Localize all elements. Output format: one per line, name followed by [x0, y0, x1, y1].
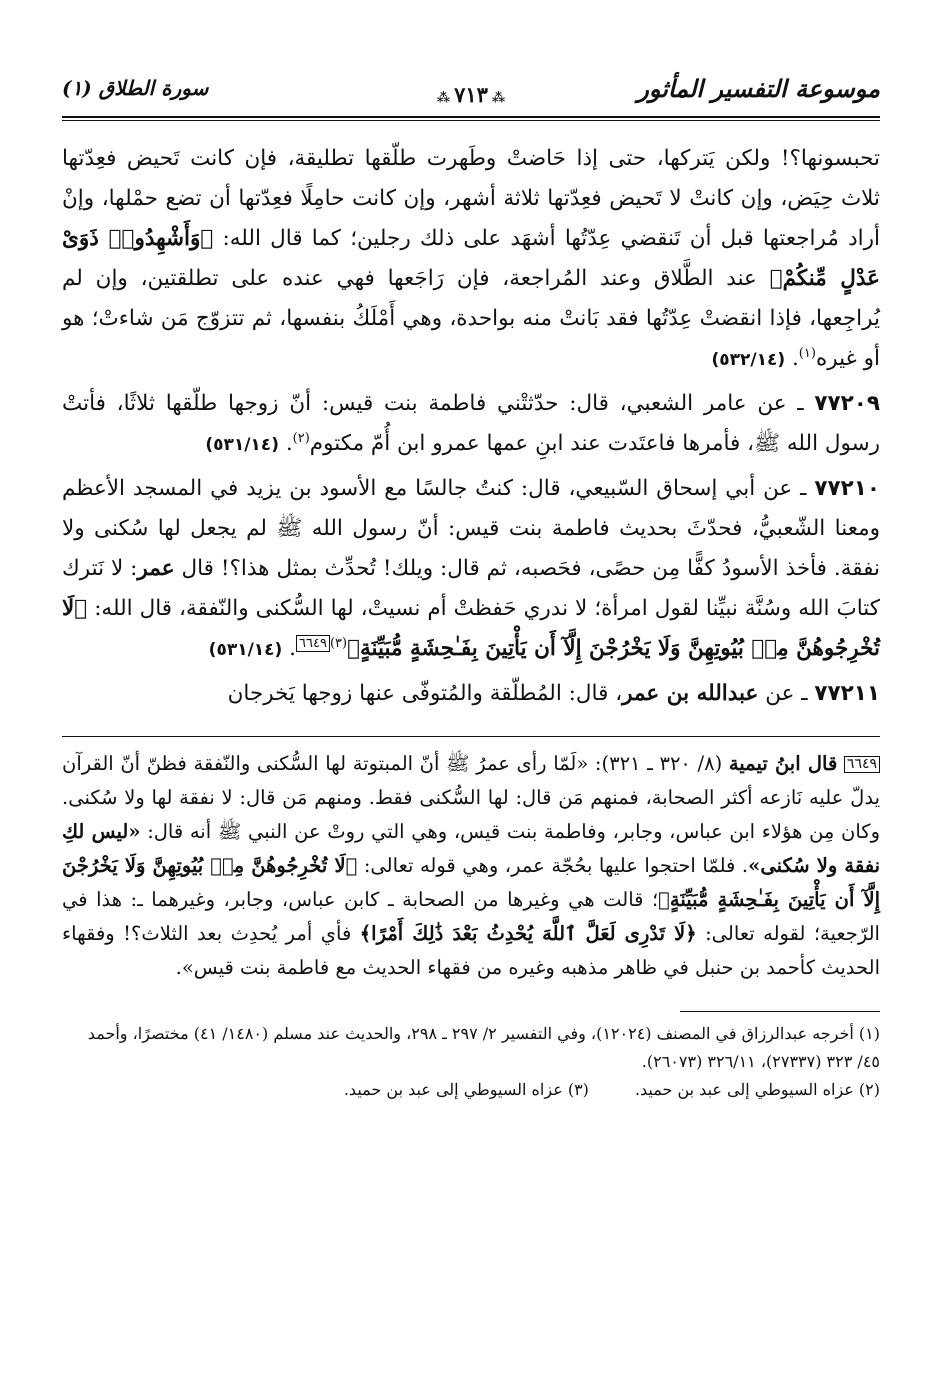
narration-text: عند الطَّلاق وعند المُراجعة، فإن رَاجَعها فهي عنده على تطلقتين، وإن لم يُراجِعها، فإذا انقضتْ عِدّتُها فقد بَانتْ منه بواحدة، وهي أَمْلَكُ بنفسها، ثم تتزوّج مَن شاءتْ؛ هو أو غيره [62, 266, 880, 371]
page [62, 70, 880, 1104]
footnote-row [62, 1076, 880, 1104]
page-number [433, 82, 509, 107]
commentary-author: قال ابنُ تيمية [728, 752, 838, 775]
quran-verse: ﴿وَأَشْهِدُوا۟ ذَوَىْ عَدْلٍ مِّنكُمْ﴾ [62, 226, 880, 291]
quran-verse: ﴿لَا تُخْرِجُوهُنَّ مِنۢ بُيُوتِهِنَّ وَلَا يَخْرُجْنَ إِلَّآ أَن يَأْتِينَ بِفَـٰحِشَةٍ مُّبَيِّنَةٍ﴾ [62, 854, 880, 911]
narrator-name: عمر [137, 556, 175, 581]
commentary-text: فأي أمر يُحدِث بعد الثلاث؟! وفقهاء الحديث كأحمد بن حنبل في ظاهر مذهبه وغيره من فقهاء الحديث مع فاطمة بنت قيس». [62, 922, 880, 979]
header-rule [62, 116, 880, 121]
quran-verse: ﴿لَا تُخْرِجُوهُنَّ مِنۢ بُيُوتِهِنَّ وَلَا يَخْرُجْنَ إِلَّآ أَن يَأْتِينَ بِفَـٰحِشَةٍ مُّبَيِّنَةٍ﴾ [62, 596, 880, 661]
volume-reference: (٥٣٢/١٤) [711, 350, 786, 370]
narration-text: ـ عن عامر الشعبي، قال: حدّثتْني فاطمة بنت قيس: أنّ زوجها طلّقها ثلاثًا، فأتتْ رسول الله ﷺ، فأمرها فاعتَدت عند ابنِ عمها عمرو ابن أُمّ مكتوم [62, 391, 880, 456]
hadith-quote: «ليس لكِ نفقة ولا سُكنى» [62, 820, 881, 877]
commentary-link-box[interactable]: ٦٦٤٩ [296, 635, 330, 652]
commentary-separator [62, 736, 880, 737]
commentary-text: «لَمّا رأى عمرُ ﷺ أنّ المبتوتة لها السُّكنى والنّفقة فظنّ أنّ القرآن يدلّ عليه نَازعه أكثر الصحابة، فمنهم مَن قال: لها السُّكنى فقط. ومنهم مَن قال: لا نفقة لها ولا سُكنى. وكان مِن هؤلاء ابن عباس، وجابر، وفاطمة بنت قيس، وهي التي روتْ عن النبي ﷺ أنه قال: [62, 752, 880, 843]
volume-reference: (٥٣١/١٤) [205, 435, 279, 455]
commentary-section [62, 747, 880, 985]
footnote-marker: (٢) [292, 430, 310, 446]
commentary-text: . فلمّا احتجوا عليها بحُجّة عمر، وهي قوله تعالى: [363, 854, 749, 877]
narration-text: ، قال: المُطلّقة والمُتوفّى عنها زوجها يَخرجان [227, 681, 623, 706]
footnote: (٣) عزاه السيوطي إلى عبد بن حميد. [343, 1080, 589, 1099]
narration-text: : لا نَترك كتابَ الله وسُنَّة نبيِّنا لقول امرأة؛ لا ندري حَفظتْ أم نسيتْ، لها السُّكنى والنّفقة، قال الله: [62, 556, 880, 621]
narration-text: ـ عن أبي إسحاق السّبيعي، قال: كنتُ جالسًا مع الأسود بن يزيد في المسجد الأعظم ومعنا الشّعبيُّ، فحدّثَ بحديث فاطمة بنت قيس: أنّ رسول الله ﷺ لم يجعل لها سُكنى ولا نفقة. فأخذ الأسودُ كفًّا مِن حصًى، فحَصبه، ثم قال: ويلك! تُحدِّث بمثل هذا؟! قال [62, 476, 880, 581]
footnote-marker: (١) [798, 345, 816, 361]
ornament-icon: ⁂ [436, 91, 451, 106]
narration-paragraph: تحبسونها؟! ولكن يَتركها، حتى إذا حَاضتْ وطَهرت طلّقها تطليقة، فإن كانت تَحيض فعِدّتها ثلاث حِيَض، وإن كانتْ لا تَحيض فعِدّتها ثلاثة أشهر، وإن كانت حامِلًا فعِدّتها أن تضع حمْلها، وإنْ أراد مُراجعتها قبل أن تَنقضي عِدّتُها أشهَد على ذلك رجلين؛ كما قال الله: ﴿وَأَشْهِدُوا۟ ذَوَىْ عَدْلٍ مِّنكُمْ﴾ عند الطَّلاق وعند المُراجعة، فإن رَاجَعها فهي عنده على تطلقتين، وإن لم يُراجِعها، فإذا انقضتْ عِدّتُها فقد بَانتْ منه بواحدة، وهي أَمْلَكُ بنفسها، ثم تتزوّج مَن شاءتْ؛ هو أو غيره$^{(١)}$. (٥٣٢/١٤) [62, 146, 881, 371]
commentary-source: (٨/ ٣٢٠ ـ ٣٢١): [594, 752, 723, 775]
commentary-text: ؛ قالت هي وغيرها من الصحابة ـ كابن عباس، وجابر، وغيرهما ـ: هذا في الرّجعية؛ لقوله تعالى: [62, 888, 880, 945]
narration-number: ٧٧٢١١ [814, 681, 880, 706]
narration-paragraph: ٧٧٢١٠ ـ عن أبي إسحاق السّبيعي، قال: كنتُ جالسًا مع الأسود بن يزيد في المسجد الأعظم ومعنا الشّعبيُّ، فحدّثَ بحديث فاطمة بنت قيس: أنّ رسول الله ﷺ لم يجعل لها سُكنى ولا نفقة. فأخذ الأسودُ كفًّا مِن حصًى، فحَصبه، ثم قال: ويلك! تُحدِّث بمثل هذا؟! قال عمر: لا نَترك كتابَ الله وسُنَّة نبيِّنا لقول امرأة؛ لا ندري حَفظتْ أم نسيتْ، لها السُّكنى والنّفقة، قال الله: ﴿لَا تُخْرِجُوهُنَّ مِنۢ بُيُوتِهِنَّ وَلَا يَخْرُجْنَ إِلَّآ أَن يَأْتِينَ بِفَـٰحِشَةٍ مُّبَيِّنَةٍ﴾$^{(٣)}$٦٦٤٩. (٥٣١/١٤) [62, 476, 880, 661]
narration-number: ٧٧٢١٠ [814, 476, 880, 501]
narrator-name: عبدالله بن عمر [622, 681, 759, 706]
footnote: (١) أخرجه عبدالرزاق في المصنف (١٢٠٢٤)، وفي التفسير ٢/ ٢٩٧ ـ ٢٩٨، والحديث عند مسلم (١٤٨٠/ ٤١) مختصرًا، وأحمد ٤٥/ ٣٢٣ (٢٧٣٣٧)، ٣٢٦/١١ (٢٦٠٧٣). [87, 1024, 880, 1071]
main-text [62, 139, 880, 714]
page-header [62, 70, 880, 116]
narration-paragraph: ٧٧٢٠٩ ـ عن عامر الشعبي، قال: حدّثتْني فاطمة بنت قيس: أنّ زوجها طلّقها ثلاثًا، فأتتْ رسول الله ﷺ، فأمرها فاعتَدت عند ابنِ عمها عمرو ابن أُمّ مكتوم$^{(٢)}$. (٥٣١/١٤) [62, 391, 880, 456]
narration-number: ٧٧٢٠٩ [814, 391, 880, 416]
page-number-value: ٧١٣ [454, 82, 488, 107]
commentary-number-box: ٦٦٤٩ [844, 756, 880, 773]
book-title: موسوعة التفسير المأثور [637, 74, 880, 103]
ornament-icon: ⁂ [491, 91, 506, 106]
narration-text: ـ عن [765, 681, 808, 706]
narration-paragraph [62, 674, 880, 714]
footnote: (٢) عزاه السيوطي إلى عبد بن حميد. [634, 1080, 880, 1099]
volume-reference: (٥٣١/١٤) [208, 640, 283, 660]
footnotes [62, 1020, 880, 1104]
footnote-separator [680, 1011, 880, 1012]
narration-text: تحبسونها؟! ولكن يَتركها، حتى إذا حَاضتْ وطَهرت طلّقها تطليقة، فإن كانت تَحيض فعِدّتها ثلاث حِيَض، وإن كانتْ لا تَحيض فعِدّتها ثلاثة أشهر، وإن كانت حامِلًا فعِدّتها أن تضع حمْلها، وإنْ أراد مُراجعتها قبل أن تَنقضي عِدّتُها أشهَد على ذلك رجلين؛ كما قال الله: [62, 146, 881, 251]
commentary-paragraph [62, 747, 880, 985]
footnote-marker: (٣) [329, 635, 348, 651]
quran-verse: ﴿لَا تَدْرِى لَعَلَّ ٱللَّهَ يُحْدِثُ بَعْدَ ذَٰلِكَ أَمْرًا﴾ [359, 922, 697, 945]
surah-label: سورة الطلاق (١) [62, 76, 209, 100]
